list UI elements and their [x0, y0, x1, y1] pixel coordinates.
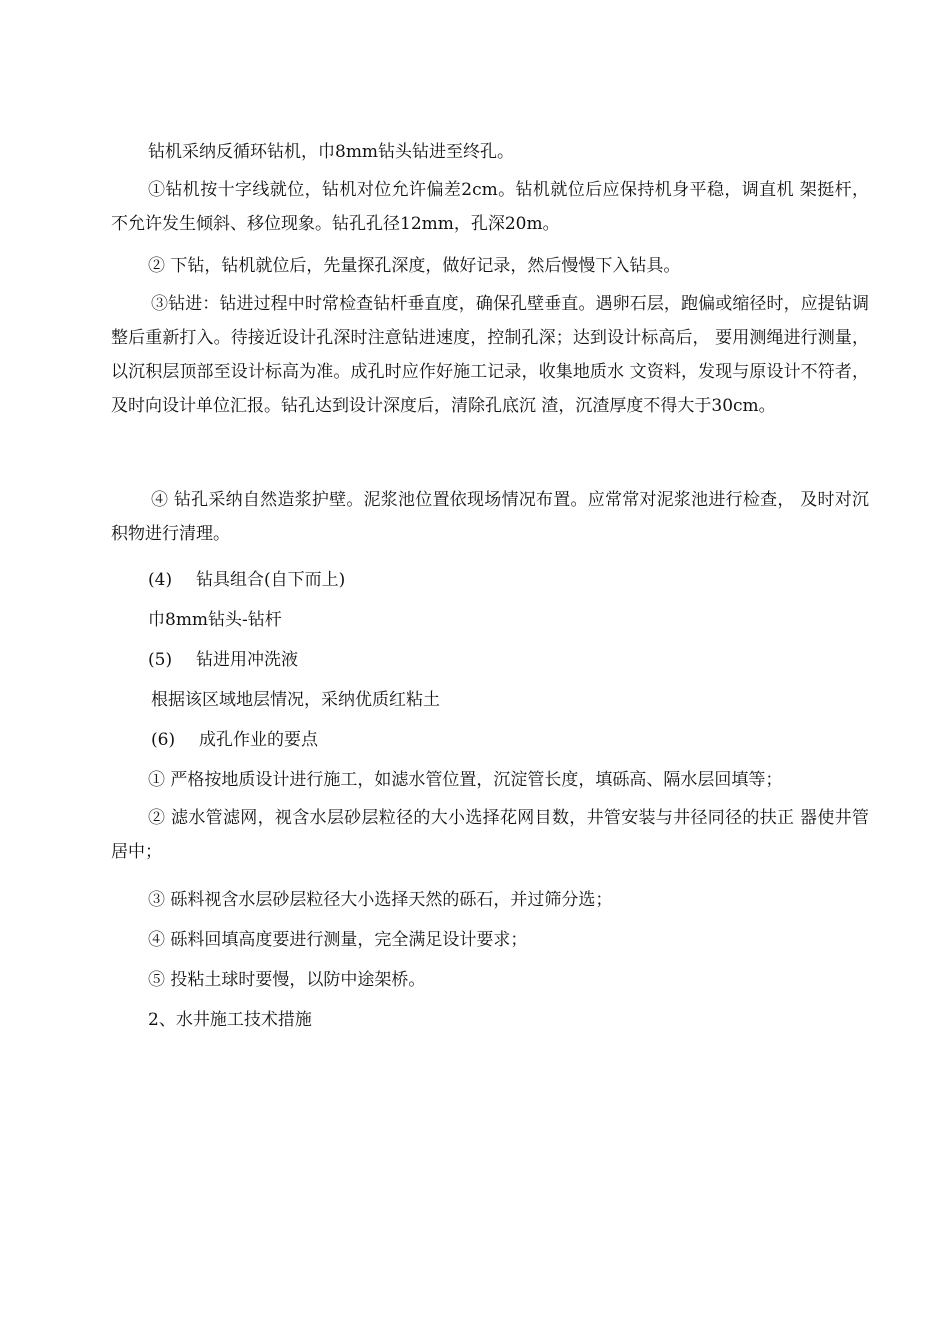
paragraph-step-1: ①钻机按十字线就位，钻机对位允许偏差2cm。钻机就位后应保持机身平稳，调直机 架挺杆，不允许发生倾斜、移位现象。钻孔孔径12mm，孔深20m。	[111, 180, 869, 234]
heading-text: 成孔作业的要点	[199, 730, 318, 750]
paragraph-step-4: ④ 钻孔采纳自然造浆护壁。泥浆池位置依现场情况布置。应常常对泥浆池进行检查， 及时对沉积物进行清理。	[111, 490, 869, 544]
heading-number: (6)	[151, 730, 176, 750]
paragraph-flushing-fluid: 根据该区域地层情况，采纳优质红粘土	[151, 690, 440, 710]
list-item-1: ① 严格按地质设计进行施工，如滤水管位置，沉淀管长度，填砾高、隔水层回填等；	[148, 770, 783, 790]
list-item-5: ⑤ 投粘土球时要慢，以防中途架桥。	[148, 970, 426, 990]
heading-number: (4)	[148, 570, 173, 590]
heading-section-4	[148, 563, 345, 597]
heading-text: 钻具组合(自下而上)	[196, 570, 346, 590]
heading-number: (5)	[148, 650, 173, 670]
list-item-2: ② 滤水管滤网，视含水层砂层粒径的大小选择花网目数，井管安装与井径同径的扶正 器使井管居中；	[111, 808, 869, 862]
heading-text: 钻进用冲洗液	[196, 650, 298, 670]
paragraph-drill-type: 钻机采纳反循环钻机，巾8mm钻头钻进至终孔。	[148, 142, 515, 162]
list-item-4: ④ 砾料回填高度要进行测量，完全满足设计要求；	[148, 930, 528, 950]
paragraph-step-2: ② 下钻，钻机就位后，先量探孔深度，做好记录，然后慢慢下入钻具。	[148, 256, 681, 276]
section-heading-2: 2、水井施工技术措施	[148, 1010, 312, 1030]
heading-section-6	[151, 723, 318, 757]
list-item-3: ③ 砾料视含水层砂层粒径大小选择天然的砾石，并过筛分选；	[148, 890, 613, 910]
heading-section-5	[148, 643, 298, 677]
paragraph-tool-combination: 巾8mm钻头-钻杆	[148, 610, 282, 630]
paragraph-step-3: ③钻进：钻进过程中时常检查钻杆垂直度，确保孔壁垂直。遇卵石层，跑偏或缩径时，应提钻调整后重新打入。待接近设计孔深时注意钻进速度，控制孔深；达到设计标高后， 要用测绳进行测量，以沉积层顶部至设计标高为准。成孔时应作好施工记录，收集地质水 文资料，发现与原设计不符者，及时向设计单位汇报。钻孔达到设计深度后，清除孔底沉 渣，沉渣厚度不得大于30cm。	[111, 294, 869, 416]
